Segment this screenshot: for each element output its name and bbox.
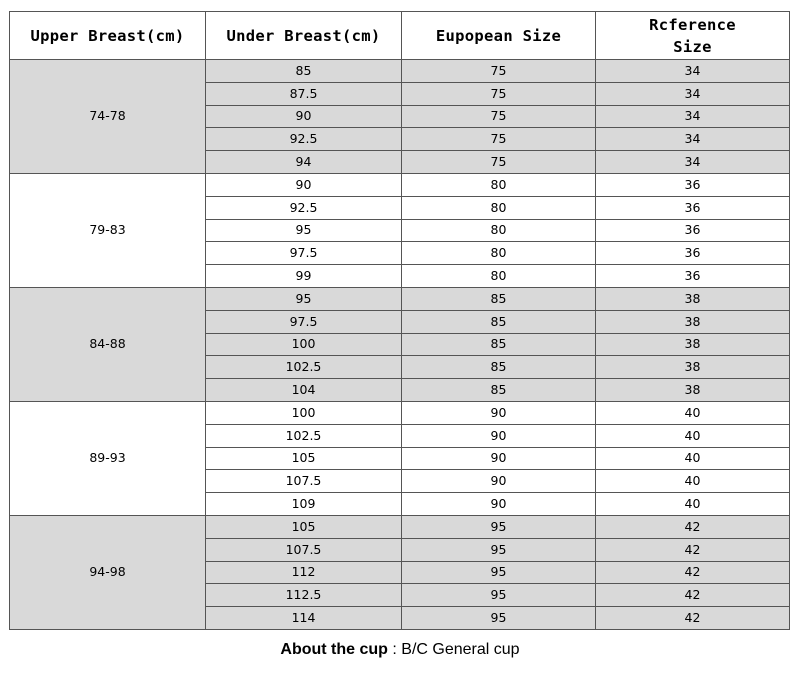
- under-breast-cell: 85: [206, 60, 402, 83]
- under-breast-cell: 94: [206, 151, 402, 174]
- upper-breast-range: 89-93: [10, 401, 206, 515]
- reference-size-cell: 42: [596, 538, 790, 561]
- under-breast-cell: 104: [206, 379, 402, 402]
- under-breast-cell: 95: [206, 287, 402, 310]
- european-size-cell: 80: [402, 219, 596, 242]
- under-breast-cell: 95: [206, 219, 402, 242]
- reference-size-cell: 42: [596, 607, 790, 630]
- european-size-cell: 80: [402, 173, 596, 196]
- reference-size-cell: 38: [596, 379, 790, 402]
- reference-size-cell: 36: [596, 265, 790, 288]
- reference-size-cell: 42: [596, 584, 790, 607]
- table-row: [10, 287, 790, 310]
- european-size-cell: 95: [402, 515, 596, 538]
- european-size-cell: 90: [402, 470, 596, 493]
- upper-breast-range: 84-88: [10, 287, 206, 401]
- european-size-cell: 75: [402, 60, 596, 83]
- size-group: [10, 515, 790, 629]
- under-breast-cell: 97.5: [206, 310, 402, 333]
- reference-size-cell: 42: [596, 515, 790, 538]
- under-breast-cell: 90: [206, 105, 402, 128]
- cup-footnote: [0, 641, 800, 659]
- european-size-cell: 75: [402, 151, 596, 174]
- european-size-cell: 85: [402, 333, 596, 356]
- reference-size-cell: 38: [596, 310, 790, 333]
- under-breast-cell: 87.5: [206, 82, 402, 105]
- reference-size-cell: 40: [596, 447, 790, 470]
- footnote-value: B/C General cup: [401, 641, 520, 658]
- reference-size-cell: 36: [596, 219, 790, 242]
- reference-size-cell: 36: [596, 196, 790, 219]
- header-european-size: Eupopean Size: [402, 12, 596, 60]
- upper-breast-range: 79-83: [10, 173, 206, 287]
- under-breast-cell: 92.5: [206, 196, 402, 219]
- under-breast-cell: 107.5: [206, 470, 402, 493]
- header-row: [10, 12, 790, 60]
- european-size-cell: 95: [402, 607, 596, 630]
- upper-breast-range: 74-78: [10, 60, 206, 174]
- european-size-cell: 90: [402, 493, 596, 516]
- reference-size-cell: 40: [596, 424, 790, 447]
- under-breast-cell: 105: [206, 447, 402, 470]
- table-row: [10, 173, 790, 196]
- table-row: [10, 515, 790, 538]
- reference-size-cell: 34: [596, 105, 790, 128]
- european-size-cell: 85: [402, 356, 596, 379]
- reference-size-cell: 36: [596, 242, 790, 265]
- reference-size-cell: 40: [596, 470, 790, 493]
- reference-size-cell: 36: [596, 173, 790, 196]
- reference-size-cell: 34: [596, 128, 790, 151]
- under-breast-cell: 114: [206, 607, 402, 630]
- european-size-cell: 80: [402, 242, 596, 265]
- upper-breast-range: 94-98: [10, 515, 206, 629]
- european-size-cell: 90: [402, 447, 596, 470]
- reference-size-cell: 40: [596, 401, 790, 424]
- european-size-cell: 80: [402, 196, 596, 219]
- size-group: [10, 173, 790, 287]
- reference-size-cell: 38: [596, 287, 790, 310]
- under-breast-cell: 105: [206, 515, 402, 538]
- size-chart-header: [10, 12, 790, 60]
- european-size-cell: 95: [402, 561, 596, 584]
- footnote-separator: :: [387, 641, 402, 658]
- under-breast-cell: 100: [206, 401, 402, 424]
- reference-size-cell: 38: [596, 333, 790, 356]
- european-size-cell: 95: [402, 538, 596, 561]
- european-size-cell: 90: [402, 401, 596, 424]
- european-size-cell: 85: [402, 310, 596, 333]
- size-group: [10, 60, 790, 174]
- european-size-cell: 80: [402, 265, 596, 288]
- european-size-cell: 90: [402, 424, 596, 447]
- reference-size-cell: 34: [596, 60, 790, 83]
- under-breast-cell: 112: [206, 561, 402, 584]
- under-breast-cell: 102.5: [206, 424, 402, 447]
- european-size-cell: 85: [402, 287, 596, 310]
- table-row: [10, 401, 790, 424]
- under-breast-cell: 102.5: [206, 356, 402, 379]
- footnote-label: About the cup: [280, 641, 388, 658]
- european-size-cell: 75: [402, 105, 596, 128]
- reference-size-cell: 38: [596, 356, 790, 379]
- under-breast-cell: 90: [206, 173, 402, 196]
- european-size-cell: 85: [402, 379, 596, 402]
- under-breast-cell: 109: [206, 493, 402, 516]
- reference-size-cell: 34: [596, 151, 790, 174]
- under-breast-cell: 92.5: [206, 128, 402, 151]
- european-size-cell: 75: [402, 128, 596, 151]
- header-reference-size: Rcference Size: [596, 12, 790, 60]
- header-upper-breast: Upper Breast(cm): [10, 12, 206, 60]
- under-breast-cell: 112.5: [206, 584, 402, 607]
- table-row: [10, 60, 790, 83]
- reference-size-cell: 40: [596, 493, 790, 516]
- reference-size-cell: 34: [596, 82, 790, 105]
- header-under-breast: Under Breast(cm): [206, 12, 402, 60]
- european-size-cell: 75: [402, 82, 596, 105]
- under-breast-cell: 107.5: [206, 538, 402, 561]
- under-breast-cell: 99: [206, 265, 402, 288]
- size-group: [10, 287, 790, 401]
- under-breast-cell: 100: [206, 333, 402, 356]
- european-size-cell: 95: [402, 584, 596, 607]
- reference-size-cell: 42: [596, 561, 790, 584]
- size-chart-table: [9, 11, 790, 630]
- size-group: [10, 401, 790, 515]
- under-breast-cell: 97.5: [206, 242, 402, 265]
